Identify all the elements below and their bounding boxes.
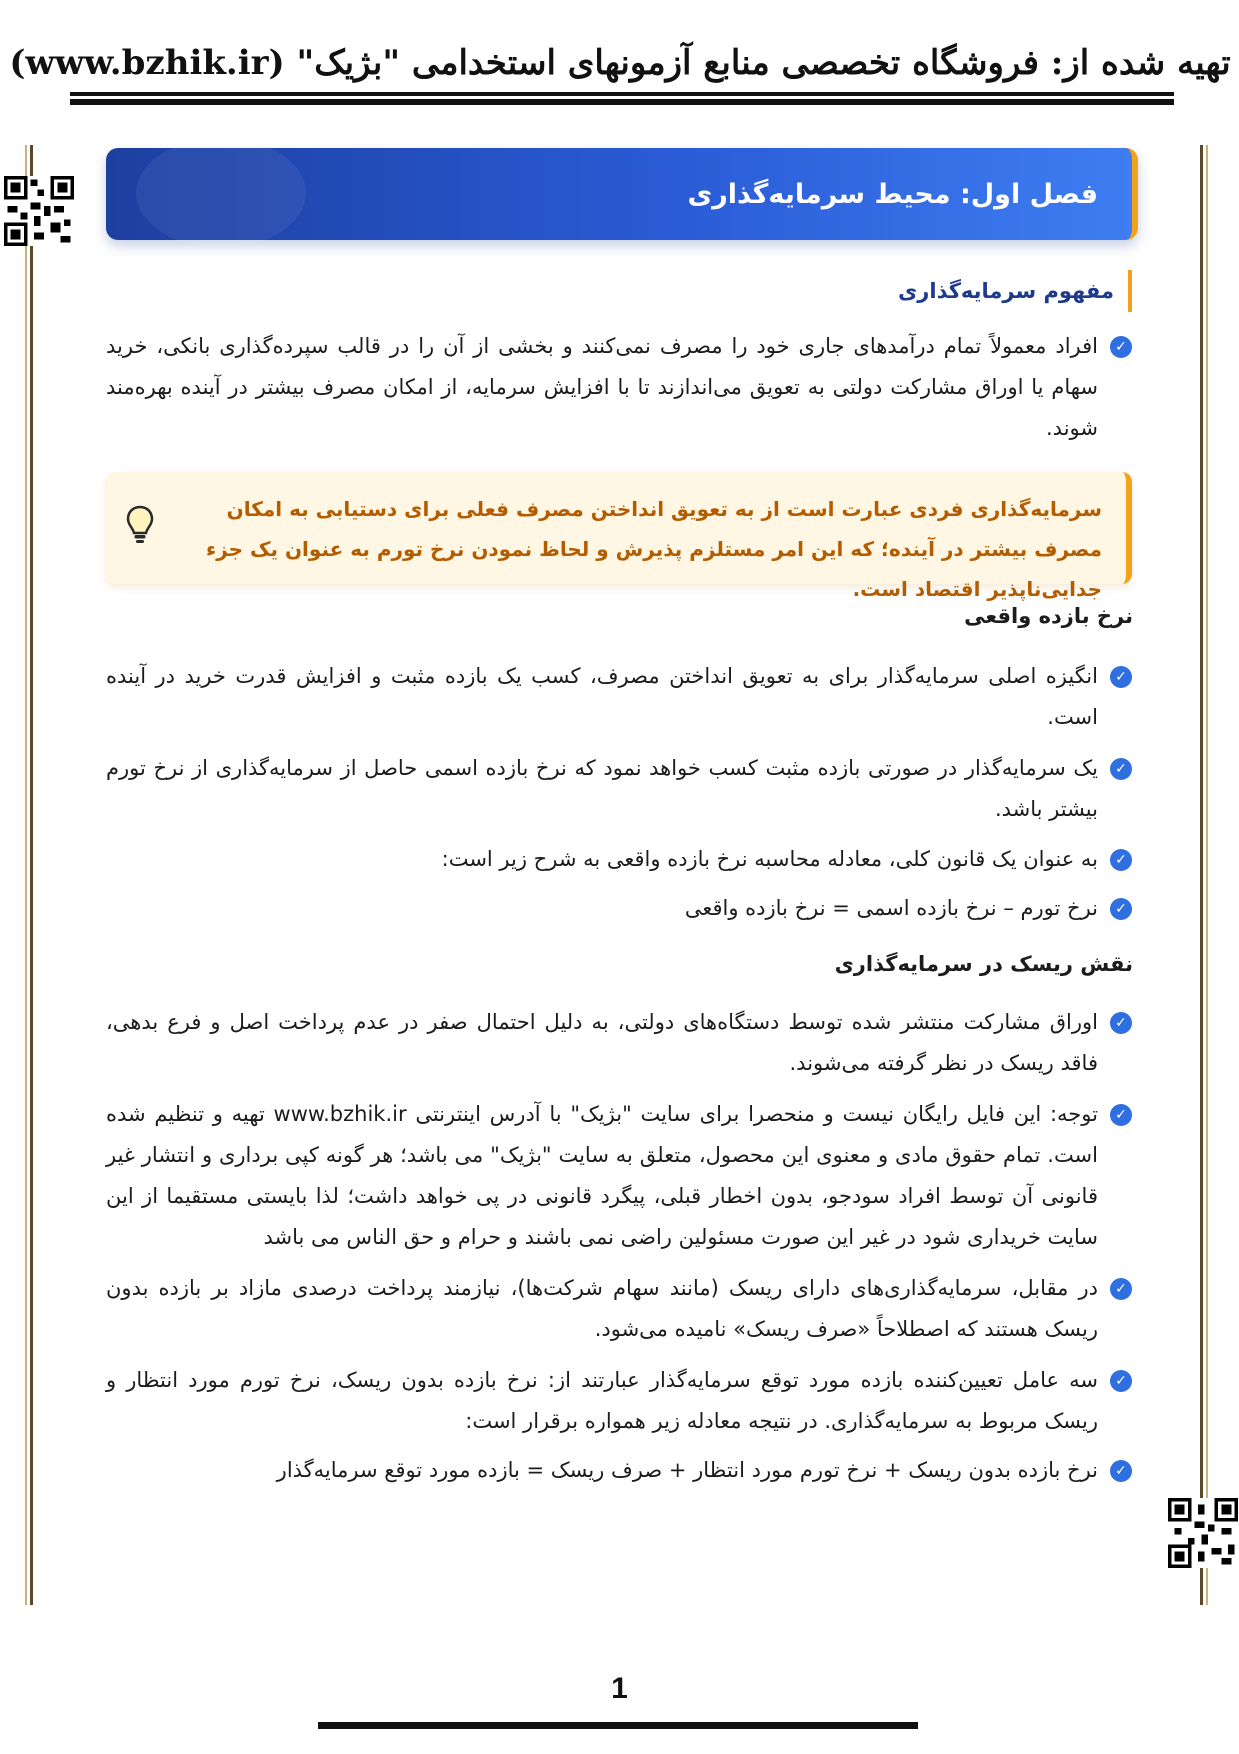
header-rule-thick <box>70 99 1174 105</box>
section-heading-real-return: نرخ بازده واقعی <box>964 604 1133 628</box>
bullet-item: ✓ نرخ تورم – نرخ بازده اسمی = نرخ بازده واقعی <box>106 888 1132 929</box>
page-number: 1 <box>611 1672 628 1705</box>
right-page-border <box>1196 145 1212 1605</box>
section-heading-investment-concept: مفهوم سرمایه‌گذاری <box>898 270 1132 312</box>
header-rule-thin <box>70 92 1174 96</box>
bullet-item: ✓ نرخ بازده بدون ریسک + نرخ تورم مورد انتظار + صرف ریسک = بازده مورد توقع سرمایه‌گذار <box>106 1450 1132 1491</box>
bullet-item: ✓ انگیزه اصلی سرمایه‌گذار برای به تعویق انداختن مصرف، کسب یک بازده مثبت و افزایش قدرت خرید در آینده است. <box>106 656 1132 738</box>
check-circle-icon: ✓ <box>1110 849 1132 871</box>
bullet-item: ✓ در مقابل، سرمایه‌گذاری‌های دارای ریسک (مانند سهام شرکت‌ها)، نیازمند پرداخت درصدی مازاد بر بازده بدون ریسک هستند که اصطلاحاً «صرف ریسک» نامیده می‌شود. <box>106 1268 1132 1350</box>
bullet-item: ✓ به عنوان یک قانون کلی، معادله محاسبه نرخ بازده واقعی به شرح زیر است: <box>106 839 1132 880</box>
check-circle-icon: ✓ <box>1110 1104 1132 1126</box>
chapter-banner <box>106 148 1138 240</box>
check-circle-icon: ✓ <box>1110 336 1132 358</box>
check-circle-icon: ✓ <box>1110 1278 1132 1300</box>
bullet-item: ✓ توجه: این فایل رایگان نیست و منحصرا برای سایت "بژیک" با آدرس اینترنتی www.bzhik.ir تهیه و تنظیم شده است. تمام حقوق مادی و معنوی این محصول، متعلق به سایت "بژیک" می باشد؛ هر گونه کپی برداری و انتشار غیر قانونی آن توسط افراد سودجو، بدون اخطار قبلی، پیگرد قانونی در پی خواهد داشت؛ لذا بایستی مستقیما از این سایت خریداری شود در غیر این صورت مسئولین راضی نمی باشند و حرام و حق الناس می باشد <box>106 1094 1132 1258</box>
qr-code-icon <box>1168 1498 1238 1568</box>
note-text: سرمایه‌گذاری فردی عبارت است از به تعویق انداختن مصرف فعلی برای دستیابی به امکان مصرف بیشتر در آینده؛ که این امر مستلزم پذیرش و لحاظ نمودن نرخ تورم به عنوان یک جزء جدایی‌ناپذیر اقتصاد است. <box>205 497 1102 601</box>
site-header: تهیه شده از: فروشگاه تخصصی منابع آزمونهای استخدامی "بژیک" (www.bzhik.ir) <box>9 43 1231 83</box>
footer-rule <box>318 1722 918 1729</box>
check-circle-icon: ✓ <box>1110 758 1132 780</box>
bullet-item: ✓ سه عامل تعیین‌کننده بازده مورد توقع سرمایه‌گذار عبارتند از: نرخ بازده بدون ریسک، نرخ تورم مورد انتظار و ریسک مربوط به سرمایه‌گذاری. در نتیجه معادله زیر همواره برقرار است: <box>106 1360 1132 1442</box>
bullet-item: ✓ یک سرمایه‌گذار در صورتی بازده مثبت کسب خواهد نمود که نرخ بازده اسمی حاصل از سرمایه‌گذاری از نرخ تورم بیشتر باشد. <box>106 748 1132 830</box>
check-circle-icon: ✓ <box>1110 1370 1132 1392</box>
definition-note-box <box>106 472 1132 601</box>
check-circle-icon: ✓ <box>1110 1012 1132 1034</box>
bullet-item: ✓ افراد معمولاً تمام درآمدهای جاری خود را مصرف نمی‌کنند و بخشی از آن را در قالب سپرده‌گذاری بانکی، خرید سهام یا اوراق مشارکت دولتی به تعویق می‌اندازند تا با افزایش سرمایه، از امکان مصرف بیشتر در آینده بهره‌مند شوند. <box>106 326 1132 449</box>
lightbulb-icon <box>124 504 156 546</box>
check-circle-icon: ✓ <box>1110 898 1132 920</box>
check-circle-icon: ✓ <box>1110 666 1132 688</box>
bullet-item: ✓ اوراق مشارکت منتشر شده توسط دستگاه‌های دولتی، به دلیل احتمال صفر در عدم پرداخت اصل و فرع بدهی، فاقد ریسک در نظر گرفته می‌شوند. <box>106 1002 1132 1084</box>
left-page-border <box>22 145 38 1605</box>
qr-code-icon <box>4 176 74 246</box>
chapter-title: فصل اول: محیط سرمایه‌گذاری <box>687 178 1098 210</box>
section-heading-risk-role: نقش ریسک در سرمایه‌گذاری <box>834 952 1133 976</box>
check-circle-icon: ✓ <box>1110 1460 1132 1482</box>
